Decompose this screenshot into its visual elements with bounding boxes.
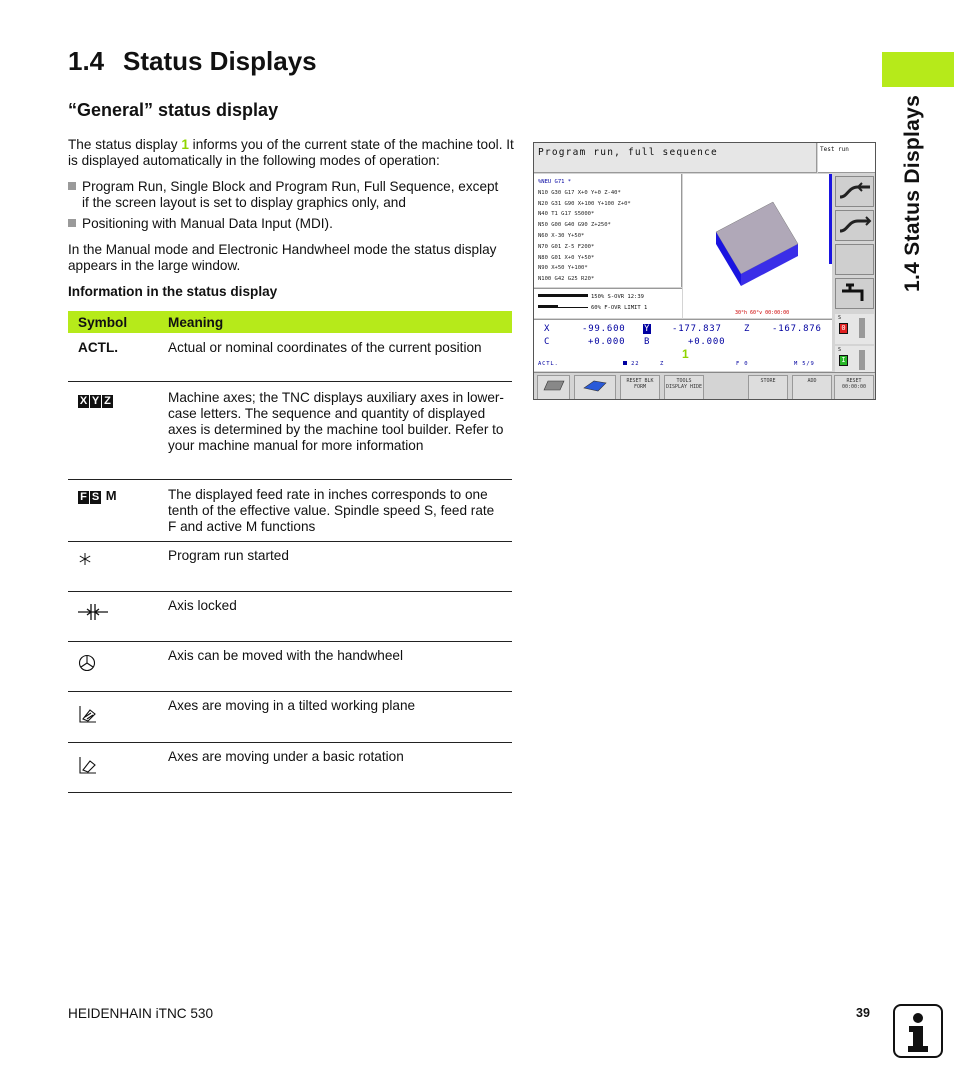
tilted-plane-icon [78, 704, 98, 724]
screen-title: Program run, full sequence [534, 143, 817, 173]
table-row [68, 743, 512, 793]
symbol-actl: ACTL. [78, 340, 119, 355]
meaning: Program run started [168, 548, 289, 563]
workpiece-graphic [683, 174, 832, 318]
coolant-icon [836, 279, 873, 308]
table-header [68, 311, 512, 333]
section-heading: “General” status display [68, 100, 279, 120]
arrow-left-icon [836, 177, 873, 206]
softkey-layout[interactable] [537, 375, 570, 400]
table-row [68, 692, 512, 743]
softkey-add[interactable]: ADD [792, 375, 832, 400]
page-number: 39 [856, 1006, 870, 1020]
spindle-override-status: S 0 [835, 314, 874, 344]
footer-manual: HEIDENHAIN iTNC 530 [68, 1006, 214, 1021]
status-table [68, 311, 512, 793]
softkey-arrow-left[interactable] [835, 176, 874, 207]
intro-paragraph: The status display 1 informs you of the current state of the machine tool. It is displayed automatically in the following modes of operation: [68, 137, 514, 168]
table-row [68, 480, 512, 542]
horizontal-softkeys [534, 372, 876, 400]
meaning: Axis locked [168, 598, 237, 613]
table-row [68, 382, 512, 480]
table-row [68, 333, 512, 382]
bullet-item: Program Run, Single Block and Program Run, Full Sequence, except if the screen layout is set to display graphics only, and [68, 179, 518, 211]
layout-icon [542, 378, 566, 392]
softkey-reset-blk-form[interactable]: RESET BLK FORM [620, 375, 660, 400]
graphics-status: 30°h 60°v 00:00:00 [735, 310, 790, 316]
vertical-softkeys [833, 174, 876, 400]
header-meaning: Meaning [168, 314, 224, 330]
callout-number: 1 [682, 347, 690, 361]
workpiece-icon [580, 378, 610, 394]
override-bars: 150% S-OVR 12:39 60% F-OVR LIMIT 1 [534, 288, 682, 318]
program-listing: %NEU G71 * N10 G30 G17 X+0 Y+0 Z-40* N20 G31 G90 X+100 Y+100 Z+0* N40 T1 G17 S5000* N50 G00 G40 G90 Z+250* N60 X-30 Y+50* N70 G01 Z-5 F200* N80 G01 X+0 Y+50* N90 X+50 Y+100* N100 G42 G25 R20* [534, 174, 682, 287]
table-row [68, 592, 512, 642]
softkey-store[interactable]: STORE [748, 375, 788, 400]
basic-rotation-icon [78, 755, 98, 775]
softkey-arrow-right[interactable] [835, 210, 874, 241]
softkey-workpiece[interactable] [574, 375, 616, 400]
screen-mode: Test run [818, 143, 876, 173]
tnc-screenshot [533, 142, 876, 400]
softkey-tools-display[interactable]: TOOLS DISPLAY HIDE [664, 375, 704, 400]
callout-ref: 1 [181, 137, 189, 152]
softkey-reset-timer[interactable]: RESET 00:00:00 [834, 375, 874, 400]
meaning: The displayed feed rate in inches corresponds to one tenth of the effective value. Spindle speed S, feed rate F and active M functions [168, 487, 495, 534]
softkey-tap[interactable] [835, 278, 874, 309]
header-symbol: Symbol [78, 314, 128, 330]
table-row [68, 642, 512, 692]
table-title: Information in the status display [68, 284, 278, 299]
info-icon [893, 1004, 943, 1058]
graphics-window [683, 174, 832, 318]
page-title: 1.4 Status Displays [68, 46, 317, 76]
symbol-axes: X Y Z [68, 390, 168, 479]
meaning: Axes are moving in a tilted working plane [168, 698, 416, 713]
meaning: Axis can be moved with the handwheel [168, 648, 404, 663]
table-row [68, 542, 512, 592]
meaning: Actual or nominal coordinates of the current position [168, 340, 482, 355]
paragraph: In the Manual mode and Electronic Handwheel mode the status display appears in the large window. [68, 242, 497, 273]
meaning: Axes are moving under a basic rotation [168, 749, 404, 764]
side-tab-label: 1.4 Status Displays [901, 94, 924, 292]
asterisk-icon [78, 552, 92, 566]
softkey-empty[interactable] [835, 244, 874, 275]
symbol-feed-speed: F S M [68, 487, 168, 541]
handwheel-icon [78, 654, 96, 672]
position-display: X -99.600 Y -177.837 Z -167.876 C +0.000 B +0.000 1 ACTL. 22 Z F 0 M 5/9 [534, 319, 832, 371]
spindle-status: S I [835, 346, 874, 376]
bullet-item: Positioning with Manual Data Input (MDI). [68, 216, 518, 232]
arrow-right-icon [836, 211, 873, 240]
meaning: Machine axes; the TNC displays auxiliary axes in lower-case letters. The sequence and quantity of displayed axes is determined by the machine tool builder. Refer to your machine manual for more information [168, 390, 504, 453]
axis-locked-icon [78, 604, 108, 620]
